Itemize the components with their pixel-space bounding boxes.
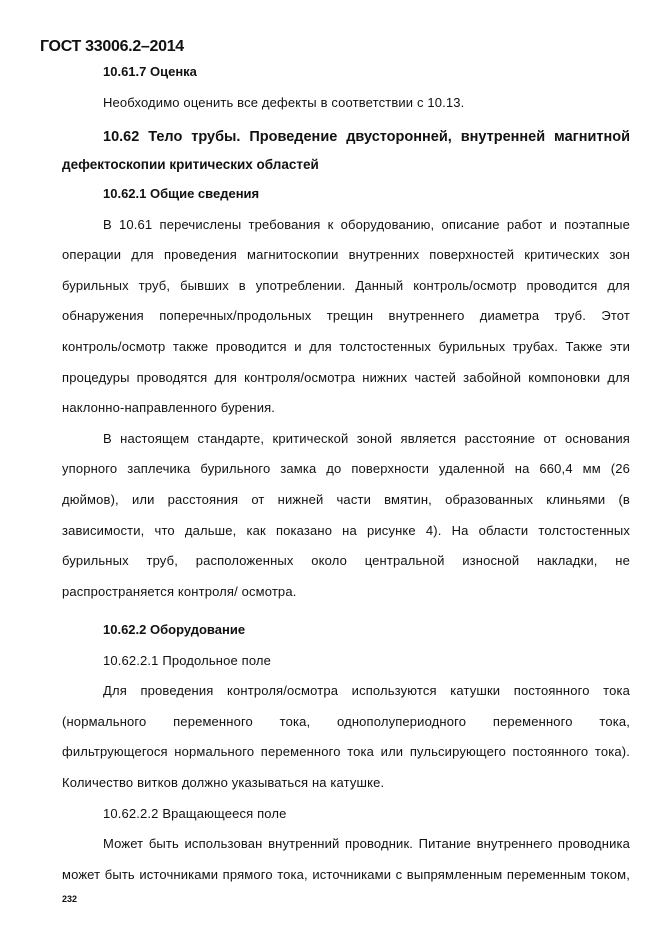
paragraph <box>62 424 630 608</box>
paragraph <box>62 676 630 798</box>
paragraph-line: Необходимо оценить все дефекты в соответствии с 10.13. <box>103 94 465 110</box>
section-heading: 10.62.1 Общие сведения <box>103 186 260 201</box>
paragraph-line: Для проведения контроля/осмотра используются катушки постоянного тока <box>103 683 630 699</box>
paragraph-line: зависимости, что дальше, как показано на рисунке 4). На области толстостенных <box>62 522 630 538</box>
paragraph <box>62 210 630 424</box>
section-10-62-1 <box>62 179 630 607</box>
paragraph-line: наклонно-направленного бурения. <box>62 400 276 416</box>
paragraph-line: Количество витков должно указываться на катушке. <box>62 774 385 790</box>
page-number: 232 <box>62 894 78 904</box>
paragraph-line: операции для проведения магнитоскопии внутренних поверхностей критических зон <box>62 247 630 263</box>
paragraph-line: обнаружения поперечных/продольных трещин внутреннего диаметра труб. Этот <box>62 308 630 324</box>
section-heading: 10.62.2 Оборудование <box>103 622 246 637</box>
paragraph-line: фильтрующегося нормального переменного тока или пульсирующего постоянного тока). <box>62 744 630 760</box>
paragraph-line: упорного заплечика бурильного замка до поверхности удаленной на 660,4 мм (26 <box>62 461 630 477</box>
section-heading: 10.61.7 Оценка <box>103 64 197 79</box>
paragraph-line: распространяется контроля/ осмотра. <box>62 583 297 599</box>
document-header-title: ГОСТ 33006.2–2014 <box>40 38 184 55</box>
paragraph-line: может быть источниками прямого тока, источниками с выпрямленным переменным током, <box>62 866 630 882</box>
subsection-heading: 10.62.2.2 Вращающееся поле <box>103 805 287 821</box>
paragraph <box>62 829 630 890</box>
section-heading-line: 10.62 Тело трубы. Проведение двусторонней, внутренней магнитной <box>103 129 630 145</box>
paragraph-line: процедуры проводятся для контроля/осмотра нижних частей забойной компоновки для <box>62 369 630 385</box>
paragraph-line: В 10.61 перечислены требования к оборудованию, описание работ и поэтапные <box>103 216 630 232</box>
paragraph-line: дюймов), или расстояния от нижней части вмятин, образованных клиньями (в <box>62 491 630 507</box>
paragraph-line: (нормального переменного тока, однополупериодного переменного тока, <box>62 713 630 729</box>
section-10-62-heading <box>62 124 630 178</box>
paragraph-line: бурильных труб, бывших в употреблении. Данный контроль/осмотр проводится для <box>62 277 630 293</box>
paragraph-line: Может быть использован внутренний проводник. Питание внутреннего проводника <box>103 836 630 852</box>
section-10-61-7 <box>62 57 630 118</box>
paragraph-line: В настоящем стандарте, критической зоной является расстояние от основания <box>103 430 630 446</box>
paragraph-line: бурильных труб, расположенных около центральной износной накладки, не <box>62 553 630 569</box>
section-heading-line: дефектоскопии критических областей <box>62 157 319 172</box>
subsection-heading: 10.62.2.1 Продольное поле <box>103 652 272 668</box>
paragraph-line: контроль/осмотр также проводится и для толстостенных бурильных трубах. Также эти <box>62 338 630 354</box>
section-10-62-2 <box>62 615 630 890</box>
